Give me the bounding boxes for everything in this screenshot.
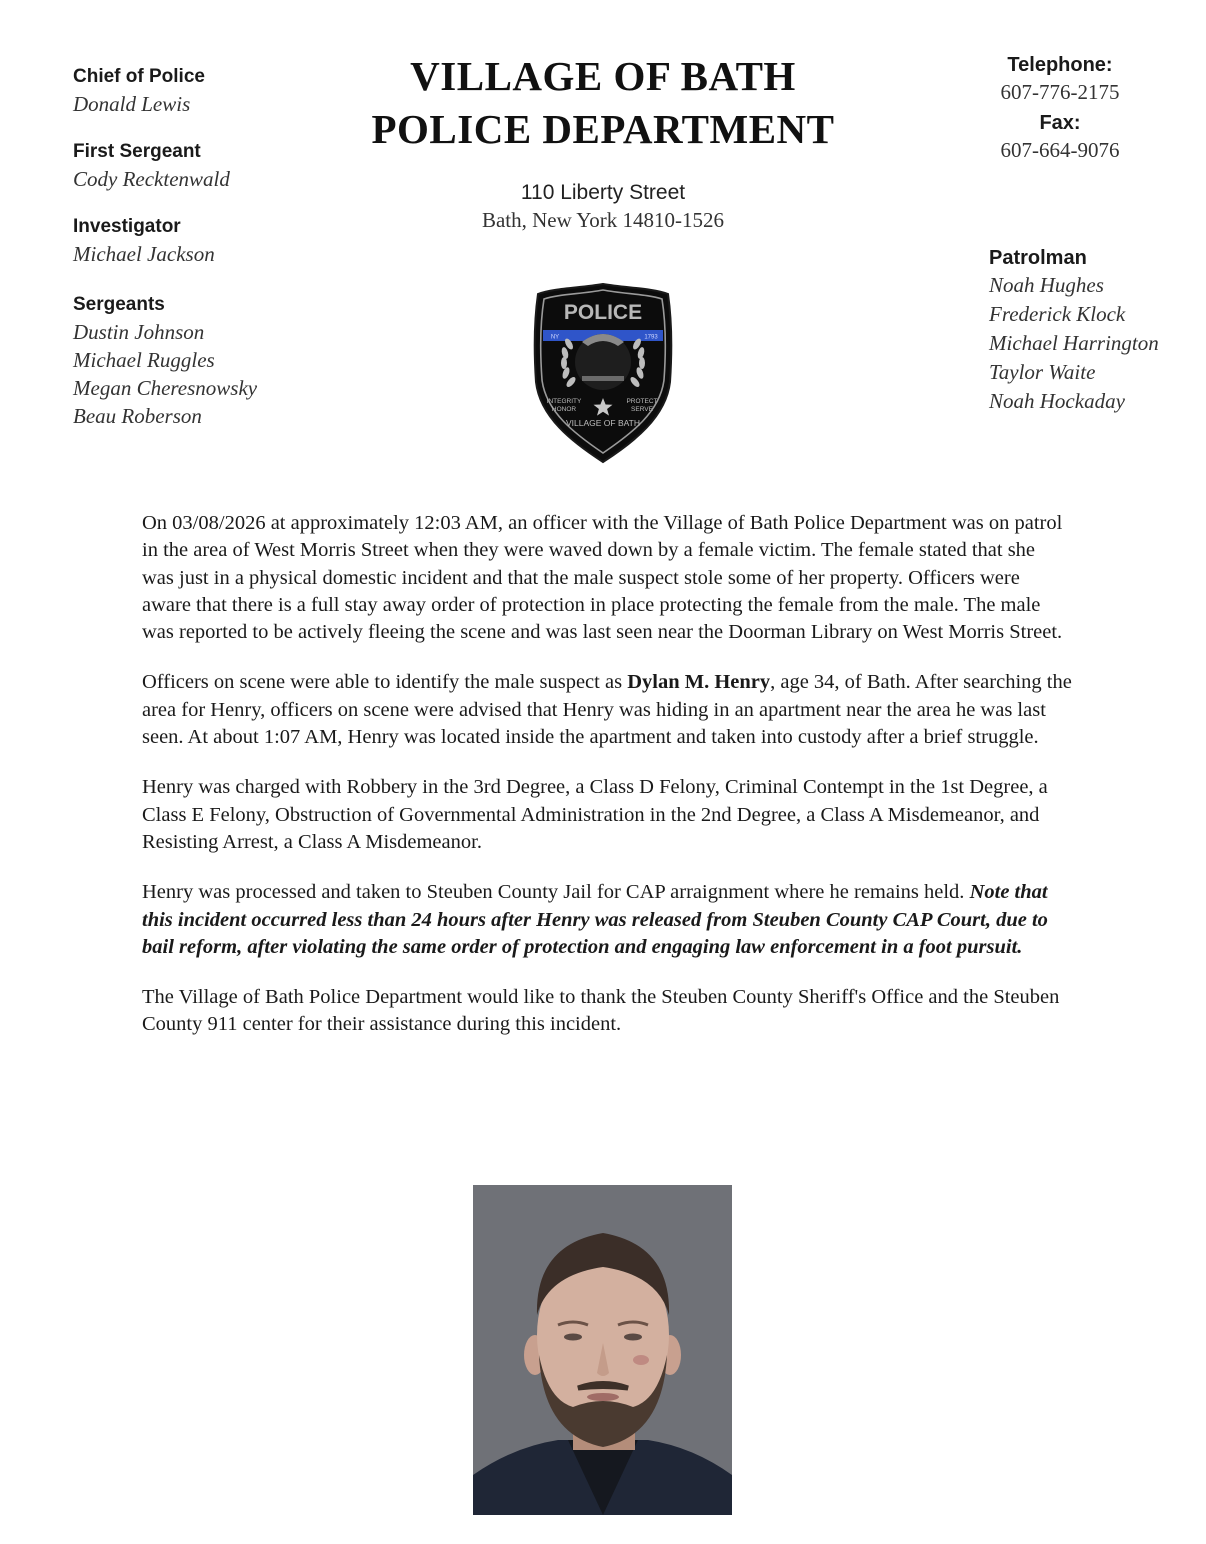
bail-reform-note: Note that this incident occurred less than 24 hours after Henry was released from Steuben County CAP Court, due to bail reform, after violating the same order of protection and engaging law enforcement in a foot pursuit.: [142, 881, 1048, 958]
press-release-body: [142, 510, 1072, 1062]
badge-band-left-text: NY: [550, 334, 560, 341]
staff-name: Cody Recktenwald: [73, 167, 230, 191]
contact-info: [985, 52, 1135, 168]
role-group-investigator: [73, 214, 353, 268]
paragraph-incident: On 03/08/2026 at approximately 12:03 AM, an officer with the Village of Bath Police Department was on patrol in the area of West Morris Street when they were waved down by a female victim. The female stated that she was just in a physical domestic incident and that the male suspect stole some of her property. Officers were aware that there is a full stay away order of protection in place protecting the female from the male. The male was reported to be actively fleeing the scene and was last seen near the Doorman Library on West Morris Street.: [142, 512, 1063, 644]
paragraph-identification: [142, 669, 1072, 751]
city-state-zip: Bath, New York 14810-1526: [481, 208, 725, 232]
text: Henry was processed and taken to Steuben County Jail for CAP arraignment where he remains held.: [142, 881, 970, 904]
paragraph-thanks: The Village of Bath Police Department would like to thank the Steuben County Sheriff's Office and the Steuben County 911 center for their assistance during this incident.: [142, 986, 1060, 1036]
badge-motto-right-2: SERVE: [631, 406, 653, 413]
staff-name: Donald Lewis: [73, 92, 191, 116]
suspect-name: Dylan M. Henry: [627, 671, 771, 694]
staff-name: Michael Jackson: [73, 242, 215, 266]
staff-name: Megan Cheresnowsky: [73, 376, 258, 400]
role-title: First Sergeant: [73, 141, 201, 162]
role-group-first-sergeant: [73, 139, 353, 193]
badge-top-text: POLICE: [563, 301, 643, 324]
patrolman-roster: [989, 245, 1199, 416]
department-title-line-2: POLICE DEPARTMENT: [371, 106, 835, 152]
paragraph-processing: [142, 879, 1072, 961]
letterhead: [330, 50, 876, 234]
staff-name: Taylor Waite: [989, 360, 1096, 384]
staff-name: Michael Ruggles: [73, 348, 215, 372]
staff-name: Noah Hockaday: [989, 389, 1125, 413]
badge-bottom-text: VILLAGE OF BATH: [565, 418, 641, 428]
text: Officers on scene were able to identify the male suspect as: [142, 671, 628, 694]
fax-label: Fax:: [1039, 112, 1081, 134]
badge-band-right-text: 1793: [644, 334, 658, 341]
telephone-label: Telephone:: [1007, 54, 1113, 76]
badge-motto-left-2: HONOR: [551, 406, 577, 413]
paragraph-charges: Henry was charged with Robbery in the 3rd Degree, a Class D Felony, Criminal Contempt in the 1st Degree, a Class E Felony, Obstruction of Governmental Administration in the 2nd Degree, a Class A Misdemeanor, and Resisting Arrest, a Class A Misdemeanor.: [142, 776, 1048, 853]
department-title-line-1: VILLAGE OF BATH: [410, 53, 796, 99]
street-address: 110 Liberty Street: [520, 181, 686, 204]
left-staff-roster: [73, 64, 353, 451]
police-badge-logo: [532, 282, 674, 464]
staff-name: Noah Hughes: [989, 273, 1104, 297]
staff-name: Dustin Johnson: [73, 320, 205, 344]
role-title: Patrolman: [989, 247, 1087, 269]
role-group-chief: [73, 64, 353, 118]
staff-name: Beau Roberson: [73, 404, 202, 428]
role-group-sergeants: [73, 292, 353, 430]
badge-center-ground: [582, 376, 624, 381]
role-title: Investigator: [73, 216, 181, 237]
staff-name: Frederick Klock: [989, 302, 1126, 326]
person-portrait-icon: [473, 1185, 732, 1515]
text: , age 34, of Bath. After searching the area for Henry, officers on scene were advised that Henry was hiding in an apartment near the area he was last seen. At about 1:07 AM, Henry was located inside the apartment and taken into custody after a brief struggle.: [142, 671, 1072, 749]
badge-motto-left-1: INTEGRITY: [546, 398, 582, 405]
telephone-number: 607-776-2175: [1000, 80, 1120, 104]
fax-number: 607-664-9076: [1000, 138, 1120, 162]
role-title: Chief of Police: [73, 66, 205, 87]
role-title: Sergeants: [73, 294, 165, 315]
badge-motto-right-1: PROTECT: [626, 398, 658, 405]
booking-photo: [473, 1185, 732, 1515]
staff-name: Michael Harrington: [989, 331, 1159, 355]
